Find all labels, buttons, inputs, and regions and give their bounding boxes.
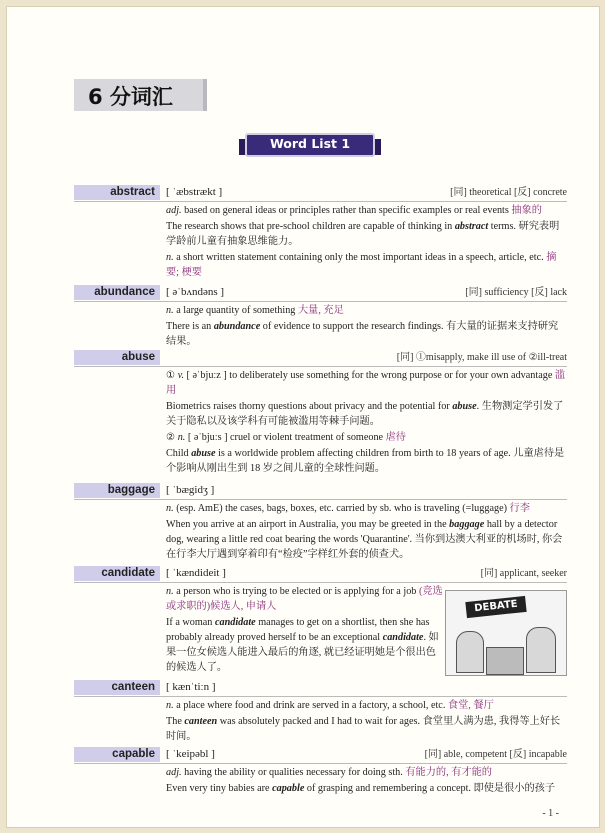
entry-header: [74, 680, 567, 697]
cartoon-figure-right: [526, 627, 556, 673]
phonetic: [ ˈkændideit ]: [166, 567, 226, 579]
entry-body: [166, 584, 443, 675]
entry-line: ② n. [ əˈbjuːs ] cruel or violent treatment of someone 虐待: [166, 432, 406, 443]
entry-line: Even very tiny babies are capable of grasping and remembering a concept. 即使是很小的孩子: [166, 783, 556, 794]
entry-line: There is an abundance of evidence to support the research findings. 有大量的证据来支持研究结果。: [166, 321, 559, 347]
phonetic: [ əˈbʌndəns ]: [166, 286, 225, 298]
headword: canteen: [74, 680, 160, 695]
entry-line: n. (esp. AmE) the cases, bags, boxes, etc. carried by sb. who is traveling (=luggage) 行李: [166, 503, 530, 514]
entry-line: Child abuse is a worldwide problem affecting children from birth to 18 years of age. 儿童虐待是个影响从刚出生到 18 岁之间儿童的全球性问题。: [166, 448, 565, 474]
entry-header: [74, 350, 567, 367]
headword: baggage: [74, 483, 160, 498]
entry-header: [74, 747, 567, 764]
page: [6, 6, 600, 828]
headword: abstract: [74, 185, 160, 200]
entry-header: [74, 185, 567, 202]
entry-line: adj. based on general ideas or principles rather than specific examples or real events 抽象的: [166, 205, 542, 216]
chapter-heading: [74, 79, 207, 111]
entry-line: ① v. [ əˈbjuːz ] to deliberately use something for the wrong purpose or for your own advantage 滥用: [166, 370, 566, 396]
phonetic: [ ˈbægidʒ ]: [166, 484, 215, 496]
entry-abundance: [74, 285, 567, 350]
entry-line: The canteen was absolutely packed and I had to wait for ages. 食堂里人满为患, 我得等上好长时间。: [166, 716, 561, 742]
entry-line: When you arrive at an airport in Australia, you may be greeted in the baggage hall by a detector dog, wearing a little red coat bearing the words 'Quarantine'. 当你到达澳大利亚的机场时, 你会在行李大厅遇到穿着印有“检疫”字样红外套的侦查犬。: [166, 519, 563, 560]
synonyms: [同] applicant, seeker: [480, 568, 567, 579]
headword: capable: [74, 747, 160, 762]
entry-line: n. a short written statement containing only the most important ideas in a speech, article, etc. 摘要; 梗要: [166, 252, 557, 278]
entry-baggage: [74, 483, 567, 563]
synonyms: [同] theoretical [反] concrete: [450, 187, 567, 198]
debate-sign: DEBATE: [465, 596, 526, 618]
synonyms: [同] ①misapply, make ill use of ②ill-treat: [396, 352, 567, 363]
entry-line: If a woman candidate manages to get on a shortlist, then she has probably already proved herself to be an exceptional candidate. 如果一位女候选人能进入最后的角逐, 就已经证明她是个很出色的候选人了。: [166, 617, 439, 673]
entry-line: n. a person who is trying to be elected or is applying for a job (竞选或求职的)候选人, 申请人: [166, 586, 443, 612]
synonyms: [同] sufficiency [反] lack: [465, 287, 567, 298]
headword: abundance: [74, 285, 160, 300]
entry-abuse: [74, 350, 567, 477]
debate-cartoon-illustration: [445, 590, 567, 676]
entry-line: adj. having the ability or qualities necessary for doing sth. 有能力的, 有才能的: [166, 767, 492, 778]
entry-body: [166, 303, 567, 349]
entry-body: [166, 501, 567, 562]
entry-line: n. a place where food and drink are served in a factory, a school, etc. 食堂, 餐厅: [166, 700, 494, 711]
entry-header: [74, 566, 567, 583]
entry-line: n. a large quantity of something 大量, 充足: [166, 305, 344, 316]
entry-candidate: [74, 566, 567, 676]
cartoon-figure-left: [456, 631, 484, 673]
entry-header: [74, 483, 567, 500]
headword: candidate: [74, 566, 160, 581]
cartoon-podium: [486, 647, 524, 675]
entry-capable: [74, 747, 567, 797]
entry-line: Biometrics raises thorny questions about privacy and the potential for abuse. 生物测定学引发了关于隐私以及该学科有可能被滥用等棘手问题。: [166, 401, 564, 427]
entry-body: [166, 203, 567, 280]
entry-body: [166, 368, 567, 476]
entry-abstract: [74, 185, 567, 281]
page-number: - 1 -: [542, 808, 559, 819]
entry-body: [166, 698, 567, 744]
headword: abuse: [74, 350, 160, 365]
entry-line: The research shows that pre-school children are capable of thinking in abstract terms. 研究表明学龄前儿童有抽象思维能力。: [166, 221, 560, 247]
word-list-banner: [245, 133, 375, 159]
phonetic: [ kænˈtiːn ]: [166, 681, 216, 693]
synonyms: [同] able, competent [反] incapable: [424, 749, 567, 760]
entry-body: [166, 765, 567, 796]
chapter-title: 6 分词汇: [88, 85, 173, 109]
phonetic: [ ˈæbstrækt ]: [166, 186, 223, 198]
word-list-title: Word List 1: [269, 136, 351, 151]
entry-canteen: [74, 680, 567, 745]
entry-header: [74, 285, 567, 302]
phonetic: [ ˈkeipəbl ]: [166, 748, 215, 760]
